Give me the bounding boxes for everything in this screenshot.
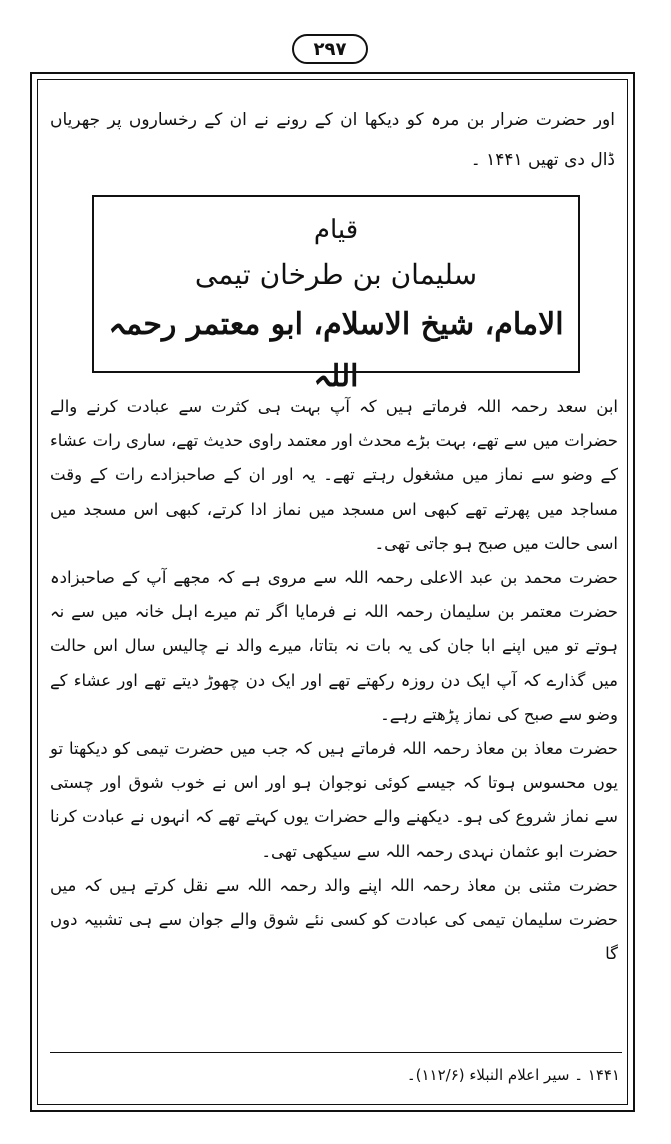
paragraph: ابن سعد رحمہ اللہ فرماتے ہیں کہ آپ بہت ہی کثرت سے عبادت کرنے والے حضرات میں سے تھے، بہت بڑے محدث اور معتمد راوی حدیث تھے، ساری رات عشاء کے وضو سے نماز میں مشغول رہتے تھے۔ یہ اور ان کے صاحبزادے رات کے وقت مساجد میں پھرتے تھے کبھی اس مسجد میں نماز ادا کرتے، کبھی اس مسجد میں اسی حالت میں صبح ہو جاتی تھی۔ <box>50 397 618 553</box>
paragraph: حضرت معاذ بن معاذ رحمہ اللہ فرماتے ہیں کہ جب میں حضرت تیمی کو دیکھتا تو یوں محسوس ہوتا کہ جیسے کوئی نوجوان ہو اور اس نے خوب شوق اور چستی سے نماز شروع کی ہو۔ دیکھنے والے حضرات یوں کہتے تھے کہ انہوں نے عبادت کرنا حضرت ابو عثمان نہدی رحمہ اللہ سے سیکھی تھی۔ <box>50 739 618 861</box>
paragraph: حضرت مثنی بن معاذ رحمہ اللہ اپنے والد رحمہ اللہ سے نقل کرتے ہیں کہ میں حضرت سلیمان تیمی کی عبادت کو کسی نئے شوق والے جوان سے ہی تشبیہ دوں گا <box>50 875 618 964</box>
intro-paragraph: اور حضرت ضرار بن مرہ کو دیکھا ان کے رونے نے ان کے رخساروں پر جھریاں ڈال دی تھیں ۱۴۴۱ ۔ <box>50 110 615 170</box>
heading-name: سلیمان بن طرخان تیمی <box>194 258 478 291</box>
page-number: ۲۹۷ <box>292 34 368 64</box>
body-text <box>50 390 618 971</box>
footnote-divider <box>50 1052 622 1053</box>
chapter-heading-box <box>92 195 580 394</box>
paragraph: حضرت محمد بن عبد الاعلی رحمہ اللہ سے مروی ہے کہ مجھے آپ کے صاحبزادہ حضرت معتمر بن سلیمان رحمہ اللہ نے فرمایا اگر تم میرے اہل خانہ میں سے نہ ہوتے تو میں اپنے ابا جان کی یہ بات نہ بتاتا، میرے والد نے چالیس سال اس حالت میں گذارے کہ آپ ایک دن روزہ رکھتے تھے اور ایک دن چھوڑ دیتے تھے اور عشاء کے وضو سے صبح کی نماز پڑھتے رہے۔ <box>50 568 618 724</box>
heading-topic: قیام <box>313 215 359 245</box>
footnote: ۱۴۴۱ ۔ سیر اعلام النبلاء (۱۱۲/۶)۔ <box>406 1066 620 1084</box>
heading-titles: الامام، شیخ الاسلام، ابو معتمر رحمہ اللہ <box>108 307 564 394</box>
